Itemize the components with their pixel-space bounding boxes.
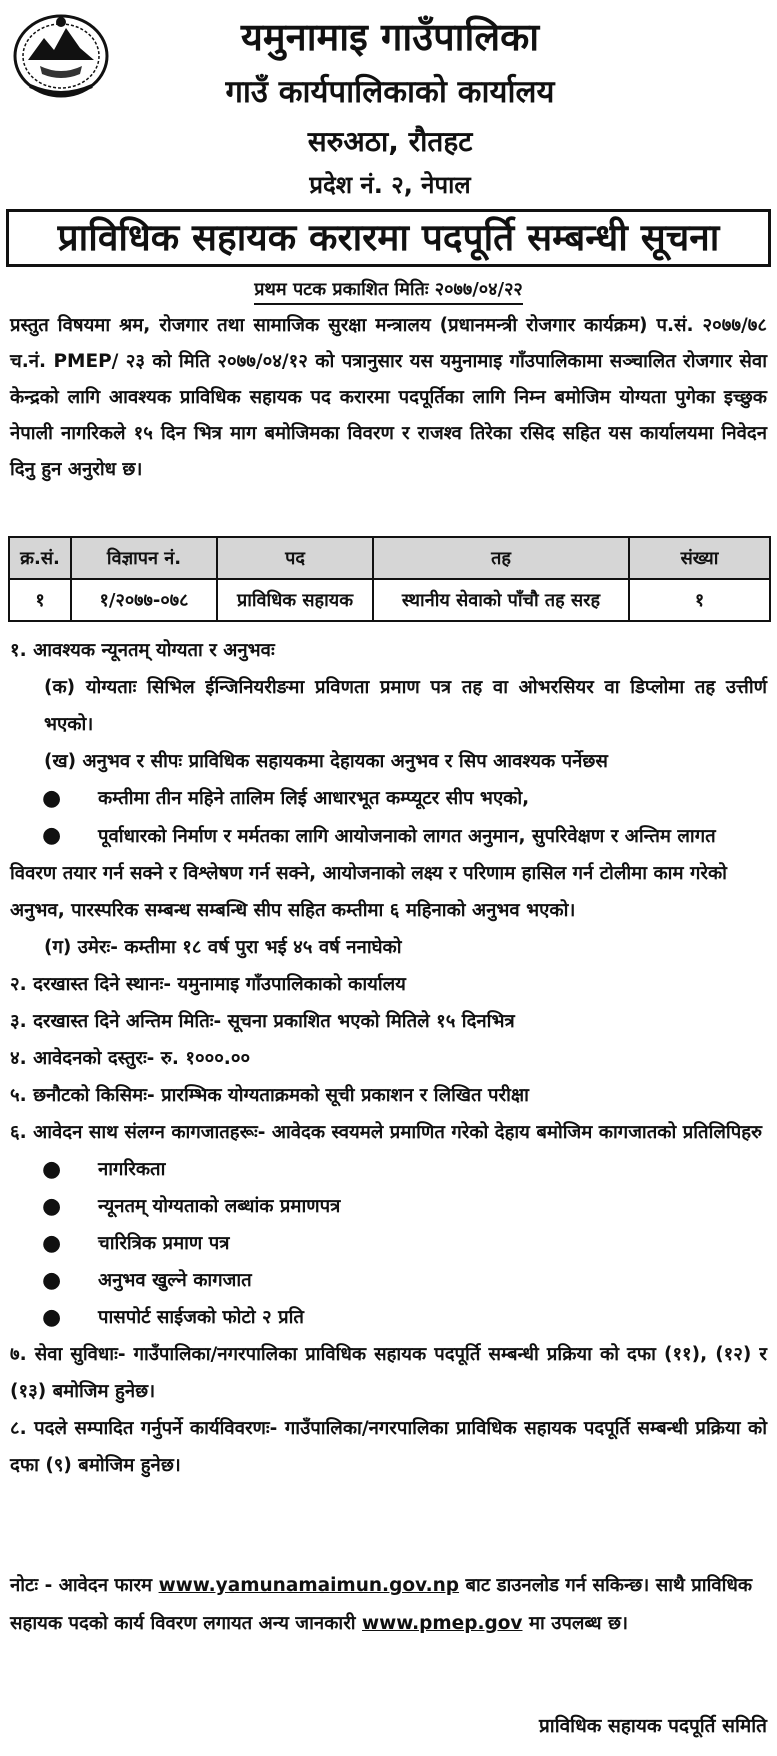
- office-location: सरुअठा, रौतहट: [307, 125, 473, 158]
- section-3: ३. दरखास्त दिने अन्तिम मितिः- सूचना प्रकाशित भएको मितिले १५ दिनभित्र: [10, 1011, 515, 1032]
- list-item-text: पूर्वाधारको निर्माण र मर्मतका लागि आयोजनाको लागत अनुमान, सुपरिवेक्षण र अन्तिम लागत विवरण तयार गर्न सक्ने र विश्लेषण गर्न सक्ने, आयोजनाको लक्ष्य र परिणाम हासिल गर्न टोलीमा काम गरेको अनुभव, पारस्परिक सम्बन्ध सम्बन्धि सीप सहित कम्तीमा ६ महिनाको अनुभव भएको।: [10, 826, 727, 921]
- table-cell: १: [629, 579, 770, 621]
- list-item-text: पासपोर्ट साईजको फोटो २ प्रति: [98, 1307, 304, 1328]
- table-cell: १: [9, 579, 71, 621]
- bullet-dot-icon: ●: [42, 1231, 62, 1256]
- notice-title: प्राविधिक सहायक करारमा पदपूर्ति सम्बन्धी सूचना: [6, 209, 771, 267]
- bullet-dot-icon: ●: [42, 786, 62, 811]
- note-label: नोटः: [10, 1575, 39, 1596]
- list-item-text: कम्तीमा तीन महिने तालिम लिई आधारभूत कम्प्यूटर सीप भएको,: [98, 788, 530, 809]
- list-item: [10, 1225, 767, 1262]
- table-cell: प्राविधिक सहायक: [217, 579, 373, 621]
- list-item-text: अनुभव खुल्ने कागजात: [98, 1270, 252, 1291]
- table-row: [9, 579, 770, 621]
- province-name: प्रदेश नं. २, नेपाल: [309, 171, 471, 199]
- list-item: [10, 1151, 767, 1188]
- table-header-row: [9, 537, 770, 579]
- table-header-cell: पद: [217, 537, 373, 579]
- list-item-text: चारित्रिक प्रमाण पत्र: [98, 1233, 230, 1254]
- section-1-age: (ग) उमेरः- कम्तीमा १८ वर्ष पुरा भई ४५ वर्ष ननाघेको: [44, 937, 402, 958]
- note-text-1: - आवेदन फारम: [44, 1575, 153, 1596]
- table-header-cell: विज्ञापन नं.: [71, 537, 217, 579]
- notice-body: [10, 632, 767, 1484]
- bullet-dot-icon: ●: [42, 1268, 62, 1293]
- section-1-experience: (ख) अनुभव र सीपः प्राविधिक सहायकमा देहायका अनुभव र सिप आवश्यक पर्नेछस: [44, 751, 608, 772]
- bullet-dot-icon: ●: [42, 1157, 62, 1182]
- section-7: ७. सेवा सुविधाः- गाउँपालिका/नगरपालिका प्राविधिक सहायक पदपूर्ति सम्बन्धी प्रक्रिया को दफा (११), (१२) र (१३) बमोजिम हुनेछ।: [10, 1344, 767, 1402]
- nepal-government-emblem-icon: [10, 10, 112, 100]
- publish-date: [0, 277, 777, 301]
- office-name: गाउँ कार्यपालिकाको कार्यालय: [225, 74, 555, 110]
- table-header-cell: संख्या: [629, 537, 770, 579]
- list-item-text: न्यूनतम् योग्यताको लब्धांक प्रमाणपत्र: [98, 1196, 341, 1217]
- note-text-2: बाट डाउनलोड गर्न सकिन्छ। साथै प्राविधिक सहायक पदको कार्य विवरण लगायत अन्य जानकारी: [10, 1575, 753, 1634]
- municipality-name: यमुनामाइ गाउँपालिका: [240, 15, 540, 59]
- download-link[interactable]: www.yamunamaimun.gov.np: [158, 1575, 460, 1596]
- list-item: [10, 1262, 767, 1299]
- list-item: [10, 1299, 767, 1336]
- section-2: २. दरखास्त दिने स्थानः- यमुनामाइ गाँउपालिकाको कार्यालय: [10, 974, 406, 995]
- list-item: [10, 1188, 767, 1225]
- bullet-dot-icon: ●: [42, 1194, 62, 1219]
- list-item: [10, 817, 767, 929]
- table-cell: १/२०७७-०७८: [71, 579, 217, 621]
- table-cell: स्थानीय सेवाको पाँचौ तह सरह: [373, 579, 629, 621]
- bullet-dot-icon: ●: [42, 1305, 62, 1330]
- list-item-text: नागरिकता: [98, 1159, 166, 1180]
- section-8: ८. पदले सम्पादित गर्नुपर्ने कार्यविवरणः- गाउँपालिका/नगरपालिका प्राविधिक सहायक पदपूर्ति सम्बन्धी प्रक्रिया को दफा (९) बमोजिम हुनेछ।: [10, 1418, 767, 1476]
- table-header-cell: तह: [373, 537, 629, 579]
- table-header-cell: क्र.सं.: [9, 537, 71, 579]
- intro-paragraph: प्रस्तुत विषयमा श्रम, रोजगार तथा सामाजिक सुरक्षा मन्त्रालय (प्रधानमन्त्री रोजगार कार्यक्रम) प.सं. २०७७/७८ च.नं. PMEP/ २३ को मिति २०७७/०४/१२ को पत्रानुसार यस यमुनामाइ गाँउपालिकामा सञ्चालित रोजगार सेवा केन्द्रको लागि आवश्यक प्राविधिक सहायक पद करारमा पदपूर्तिका लागि निम्न बमोजिम योग्यता पुगेका इच्छुक नेपाली नागरिकले १५ दिन भित्र माग बमोजिमका विवरण र राजश्व तिरेका रसिद सहित यस कार्यालयमा निवेदन दिनु हुन अनुरोध छ।: [10, 315, 767, 480]
- section-5: ५. छनौटको किसिमः- प्रारम्भिक योग्यताक्रमको सूची प्रकाशन र लिखित परीक्षा: [10, 1085, 529, 1106]
- note-text-3: मा उपलब्ध छ।: [528, 1613, 629, 1634]
- pmep-link[interactable]: www.pmep.gov: [362, 1613, 523, 1634]
- bullet-dot-icon: ●: [42, 823, 62, 848]
- section-1-qualification: (क) योग्यताः सिभिल ईन्जिनियरीङमा प्रविणता प्रमाण पत्र तह वा ओभरसियर वा डिप्लोमा तह उत्तीर्ण भएको।: [44, 677, 767, 735]
- section-1-title: १. आवश्यक न्यूनतम् योग्यता र अनुभवः: [10, 640, 275, 661]
- header: [0, 0, 777, 210]
- section-6: ६. आवेदन साथ संलग्न कागजातहरूः- आवेदक स्वयमले प्रमाणित गरेको देहाय बमोजिम कागजातको प्रतिलिपिहरु: [10, 1122, 763, 1143]
- publish-date-text: प्रथम पटक प्रकाशित मितिः २०७७/०४/२२: [254, 279, 523, 305]
- section-4: ४. आवेदनको दस्तुरः- रु. १०००.००: [10, 1048, 251, 1069]
- vacancy-table: [8, 536, 771, 622]
- list-item: [10, 780, 767, 817]
- signature-committee: प्राविधिक सहायक पदपूर्ति समिति: [538, 1715, 767, 1737]
- note-block: [10, 1567, 767, 1643]
